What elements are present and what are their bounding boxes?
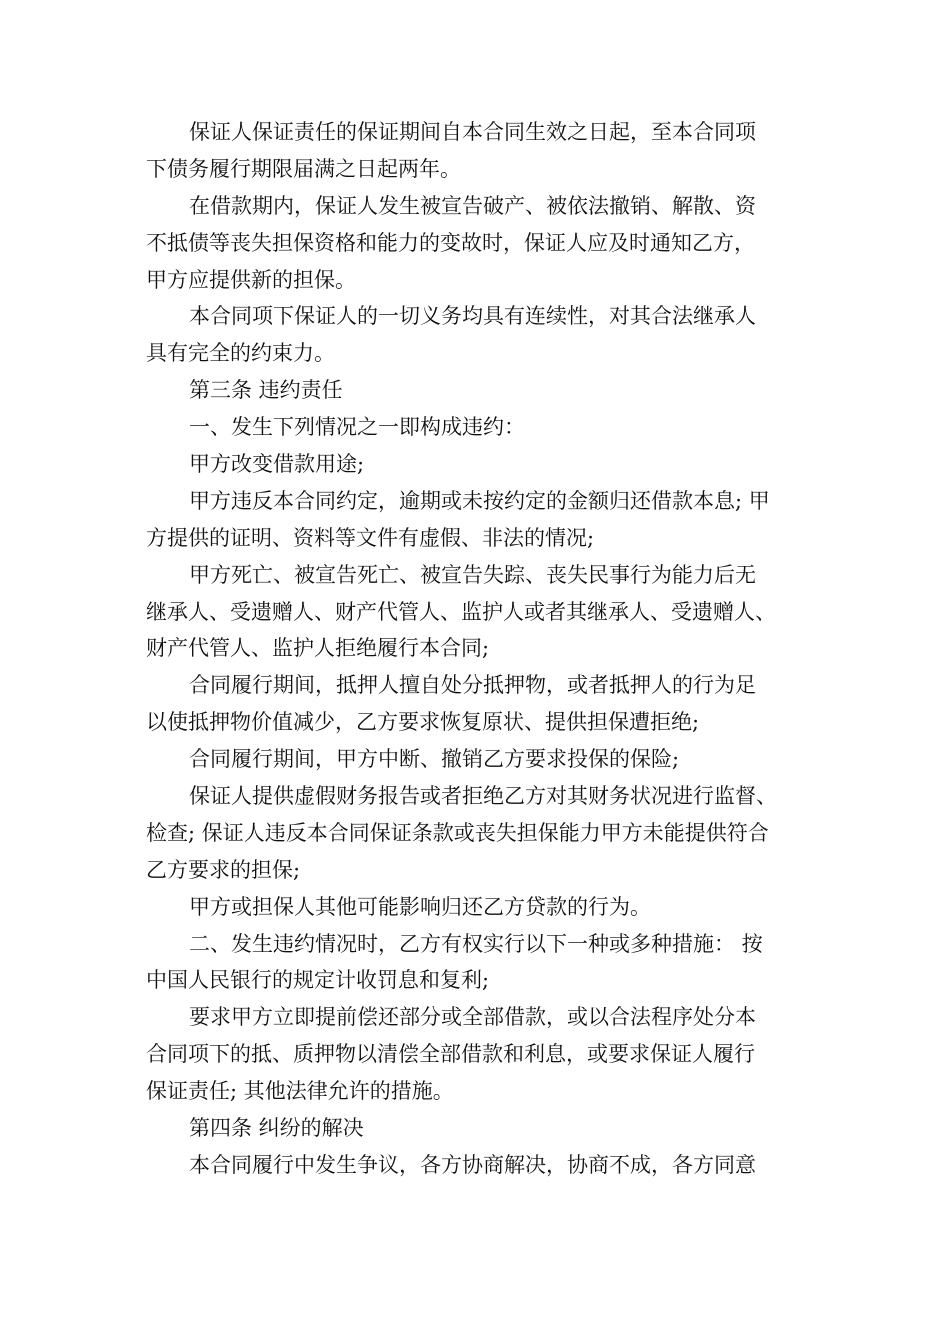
text-line: 要求甲方立即提前偿还部分或全部借款，或以合法程序处分本 [189,1005,756,1030]
text-line: 甲方死亡、被宣告死亡、被宣告失踪、丧失民事行为能力后无 [189,562,756,587]
text-line: 第三条 违约责任 [189,378,343,403]
text-line: 合同项下的抵、质押物以清偿全部借款和利息，或要求保证人履行 [146,1042,755,1067]
text-line: 本合同项下保证人的一切义务均具有连续性，对其合法继承人 [189,304,756,329]
text-line: 方提供的证明、资料等文件有虚假、非法的情况; [146,525,595,550]
text-line: 第四条 纠纷的解决 [189,1116,364,1141]
text-line: 二、发生违约情况时，乙方有权实行以下一种或多种措施： 按 [189,931,763,956]
text-line: 保证责任; 其他法律允许的措施。 [146,1079,454,1104]
text-line: 不抵债等丧失担保资格和能力的变故时，保证人应及时通知乙方， [146,230,755,255]
text-line: 甲方或担保人其他可能影响归还乙方贷款的行为。 [189,894,651,919]
text-line: 合同履行期间，甲方中断、撤销乙方要求投保的保险; [189,747,680,772]
text-line: 以使抵押物价值减少，乙方要求恢复原状、提供担保遭拒绝; [146,710,700,735]
text-line: 一、发生下列情况之一即构成违约： [189,415,525,440]
text-line: 在借款期内，保证人发生被宣告破产、被依法撤销、解散、资 [189,193,756,218]
text-line: 本合同履行中发生争议，各方协商解决，协商不成，各方同意 [189,1152,756,1177]
text-line: 检查; 保证人违反本合同保证条款或丧失担保能力甲方未能提供符合 [146,820,769,845]
text-line: 继承人、受遗赠人、财产代管人、监护人或者其继承人、受遗赠人、 [146,599,776,624]
text-line: 中国人民银行的规定计收罚息和复利; [146,968,490,993]
document-body [146,114,808,1184]
text-line: 甲方应提供新的担保。 [146,267,356,292]
text-line: 保证人保证责任的保证期间自本合同生效之日起，至本合同项 [189,120,756,144]
text-line: 保证人提供虚假财务报告或者拒绝乙方对其财务状况进行监督、 [189,784,777,809]
text-line: 具有完全的约束力。 [146,341,335,366]
text-line: 甲方改变借款用途; [189,452,365,477]
text-line: 下债务履行期限届满之日起两年。 [146,156,461,181]
text-line: 乙方要求的担保; [146,857,301,882]
text-line: 财产代管人、监护人拒绝履行本合同; [146,636,490,661]
text-line: 合同履行期间，抵押人擅自处分抵押物，或者抵押人的行为足 [189,673,756,698]
text-line: 甲方违反本合同约定，逾期或未按约定的金额归还借款本息; 甲 [189,488,770,513]
